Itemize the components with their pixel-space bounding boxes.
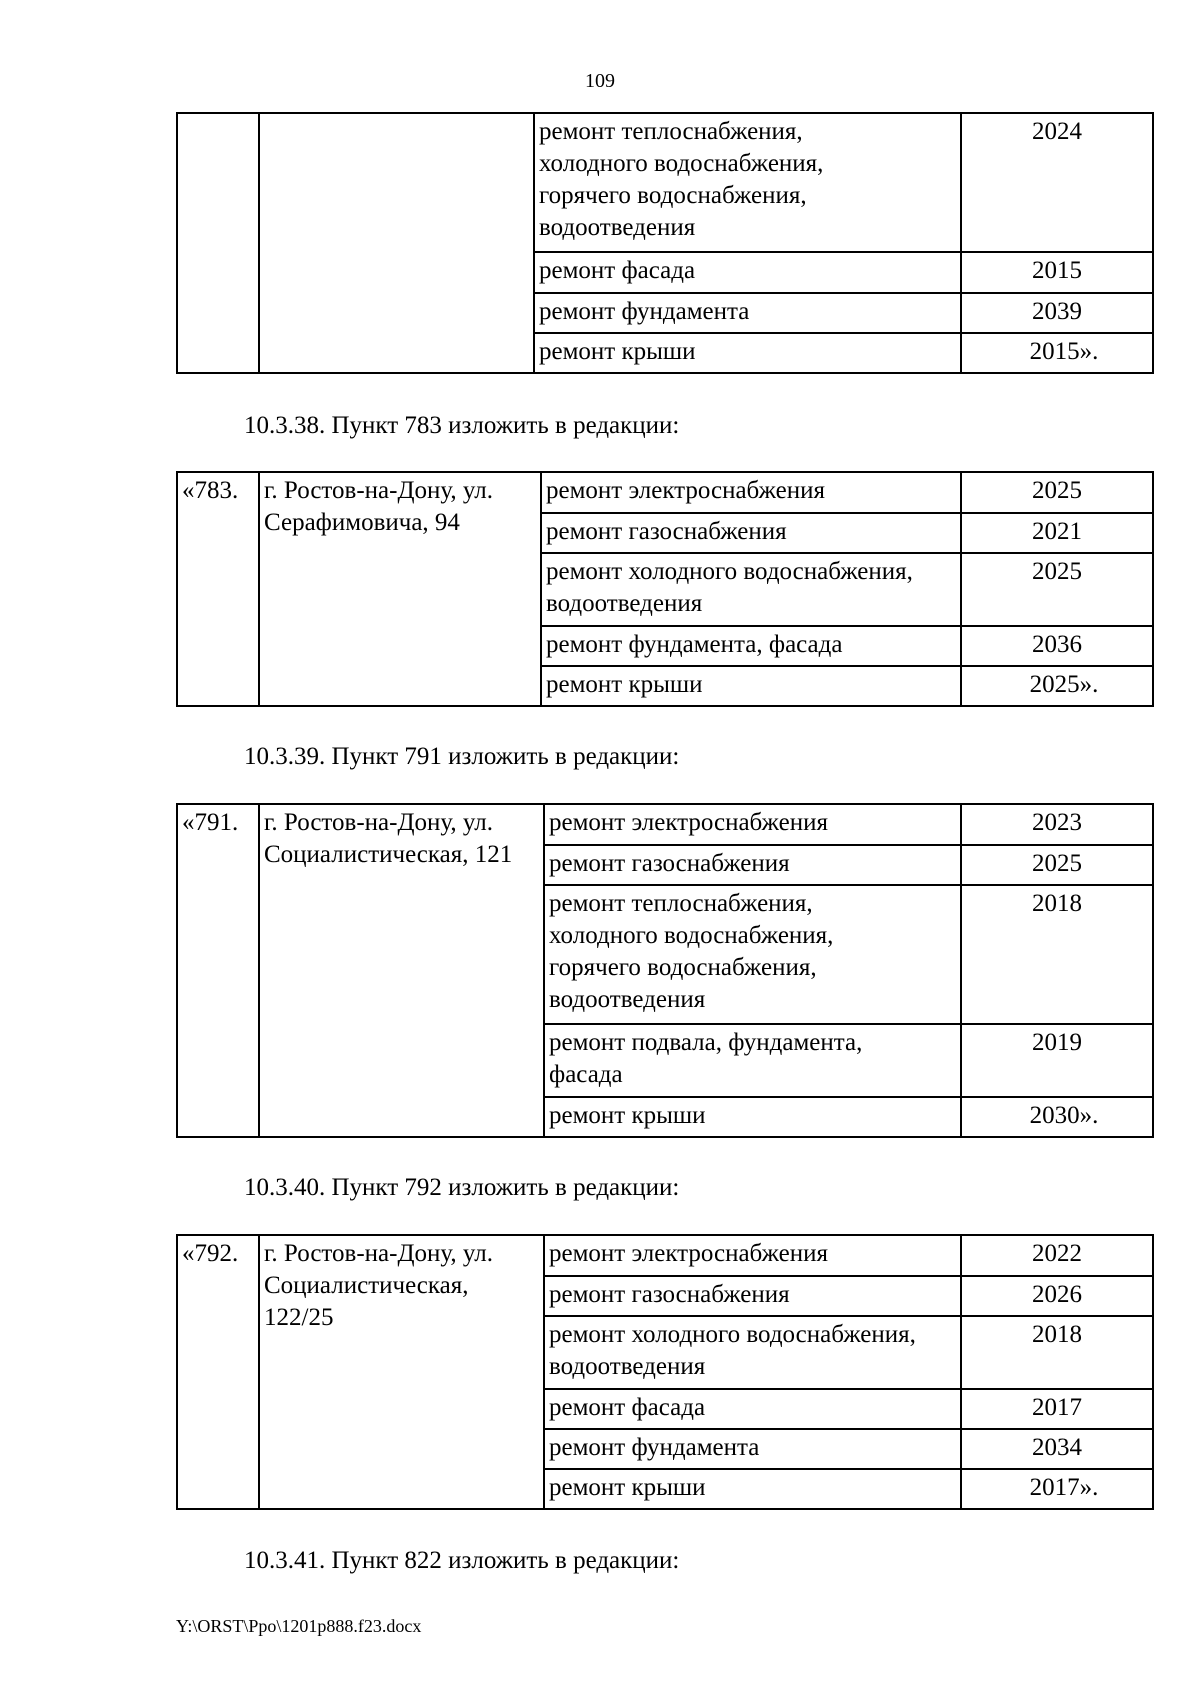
year-cell: 2015: [961, 252, 1153, 293]
number-cell: [177, 113, 259, 373]
number-cell: «792.: [177, 1235, 259, 1509]
work-cell: ремонт газоснабжения: [544, 1276, 961, 1316]
year-cell: 2019: [961, 1024, 1153, 1097]
table-row: [177, 1235, 1153, 1276]
work-cell: ремонт фундамента, фасада: [541, 626, 961, 666]
address-cell: г. Ростов-на-Дону, ул. Серафимовича, 94: [259, 472, 541, 706]
work-cell: ремонт холодного водоснабжения, водоотведения: [541, 553, 961, 626]
year-cell: 2018: [961, 885, 1153, 1024]
year-cell: 2024: [961, 113, 1153, 252]
year-cell: 2026: [961, 1276, 1153, 1316]
work-cell: ремонт фасада: [534, 252, 961, 293]
work-cell: ремонт крыши: [541, 666, 961, 706]
number-cell: «783.: [177, 472, 259, 706]
paragraph-783: 10.3.38. Пункт 783 изложить в редакции:: [244, 412, 680, 439]
table-row: [177, 472, 1153, 513]
table-row: [177, 113, 1153, 252]
work-cell: ремонт фундамента: [534, 293, 961, 333]
page-number: 109: [585, 70, 615, 92]
year-cell: 2022: [961, 1235, 1153, 1276]
year-cell: 2017».: [961, 1469, 1153, 1509]
work-cell: ремонт газоснабжения: [541, 513, 961, 553]
table-row: [177, 804, 1153, 845]
table-continuation: [176, 112, 1154, 374]
work-cell: ремонт холодного водоснабжения, водоотведения: [544, 1316, 961, 1389]
work-cell: ремонт электроснабжения: [541, 472, 961, 513]
work-cell: ремонт теплоснабжения, холодного водоснабжения, горячего водоснабжения, водоотведения: [534, 113, 961, 252]
year-cell: 2025».: [961, 666, 1153, 706]
year-cell: 2025: [961, 553, 1153, 626]
year-cell: 2021: [961, 513, 1153, 553]
year-cell: 2017: [961, 1389, 1153, 1429]
paragraph-822: 10.3.41. Пункт 822 изложить в редакции:: [244, 1547, 680, 1574]
number-cell: «791.: [177, 804, 259, 1137]
table-791: [176, 803, 1154, 1138]
table-783: [176, 471, 1154, 707]
work-cell: ремонт крыши: [544, 1469, 961, 1509]
year-cell: 2030».: [961, 1097, 1153, 1137]
address-cell: г. Ростов-на-Дону, ул. Социалистическая, 121: [259, 804, 544, 1137]
year-cell: 2018: [961, 1316, 1153, 1389]
year-cell: 2039: [961, 293, 1153, 333]
year-cell: 2025: [961, 845, 1153, 885]
footer-file-path: Y:\ORST\Ppo\1201p888.f23.docx: [176, 1616, 422, 1636]
work-cell: ремонт фасада: [544, 1389, 961, 1429]
address-cell: г. Ростов-на-Дону, ул. Социалистическая, 122/25: [259, 1235, 544, 1509]
work-cell: ремонт газоснабжения: [544, 845, 961, 885]
work-cell: ремонт теплоснабжения, холодного водоснабжения, горячего водоснабжения, водоотведения: [544, 885, 961, 1024]
address-cell: [259, 113, 534, 373]
work-cell: ремонт крыши: [534, 333, 961, 373]
year-cell: 2025: [961, 472, 1153, 513]
work-cell: ремонт электроснабжения: [544, 1235, 961, 1276]
year-cell: 2034: [961, 1429, 1153, 1469]
year-cell: 2015».: [961, 333, 1153, 373]
work-cell: ремонт электроснабжения: [544, 804, 961, 845]
table-792: [176, 1234, 1154, 1510]
paragraph-792: 10.3.40. Пункт 792 изложить в редакции:: [244, 1174, 680, 1201]
work-cell: ремонт крыши: [544, 1097, 961, 1137]
year-cell: 2023: [961, 804, 1153, 845]
year-cell: 2036: [961, 626, 1153, 666]
work-cell: ремонт фундамента: [544, 1429, 961, 1469]
paragraph-791: 10.3.39. Пункт 791 изложить в редакции:: [244, 743, 680, 770]
work-cell: ремонт подвала, фундамента, фасада: [544, 1024, 961, 1097]
